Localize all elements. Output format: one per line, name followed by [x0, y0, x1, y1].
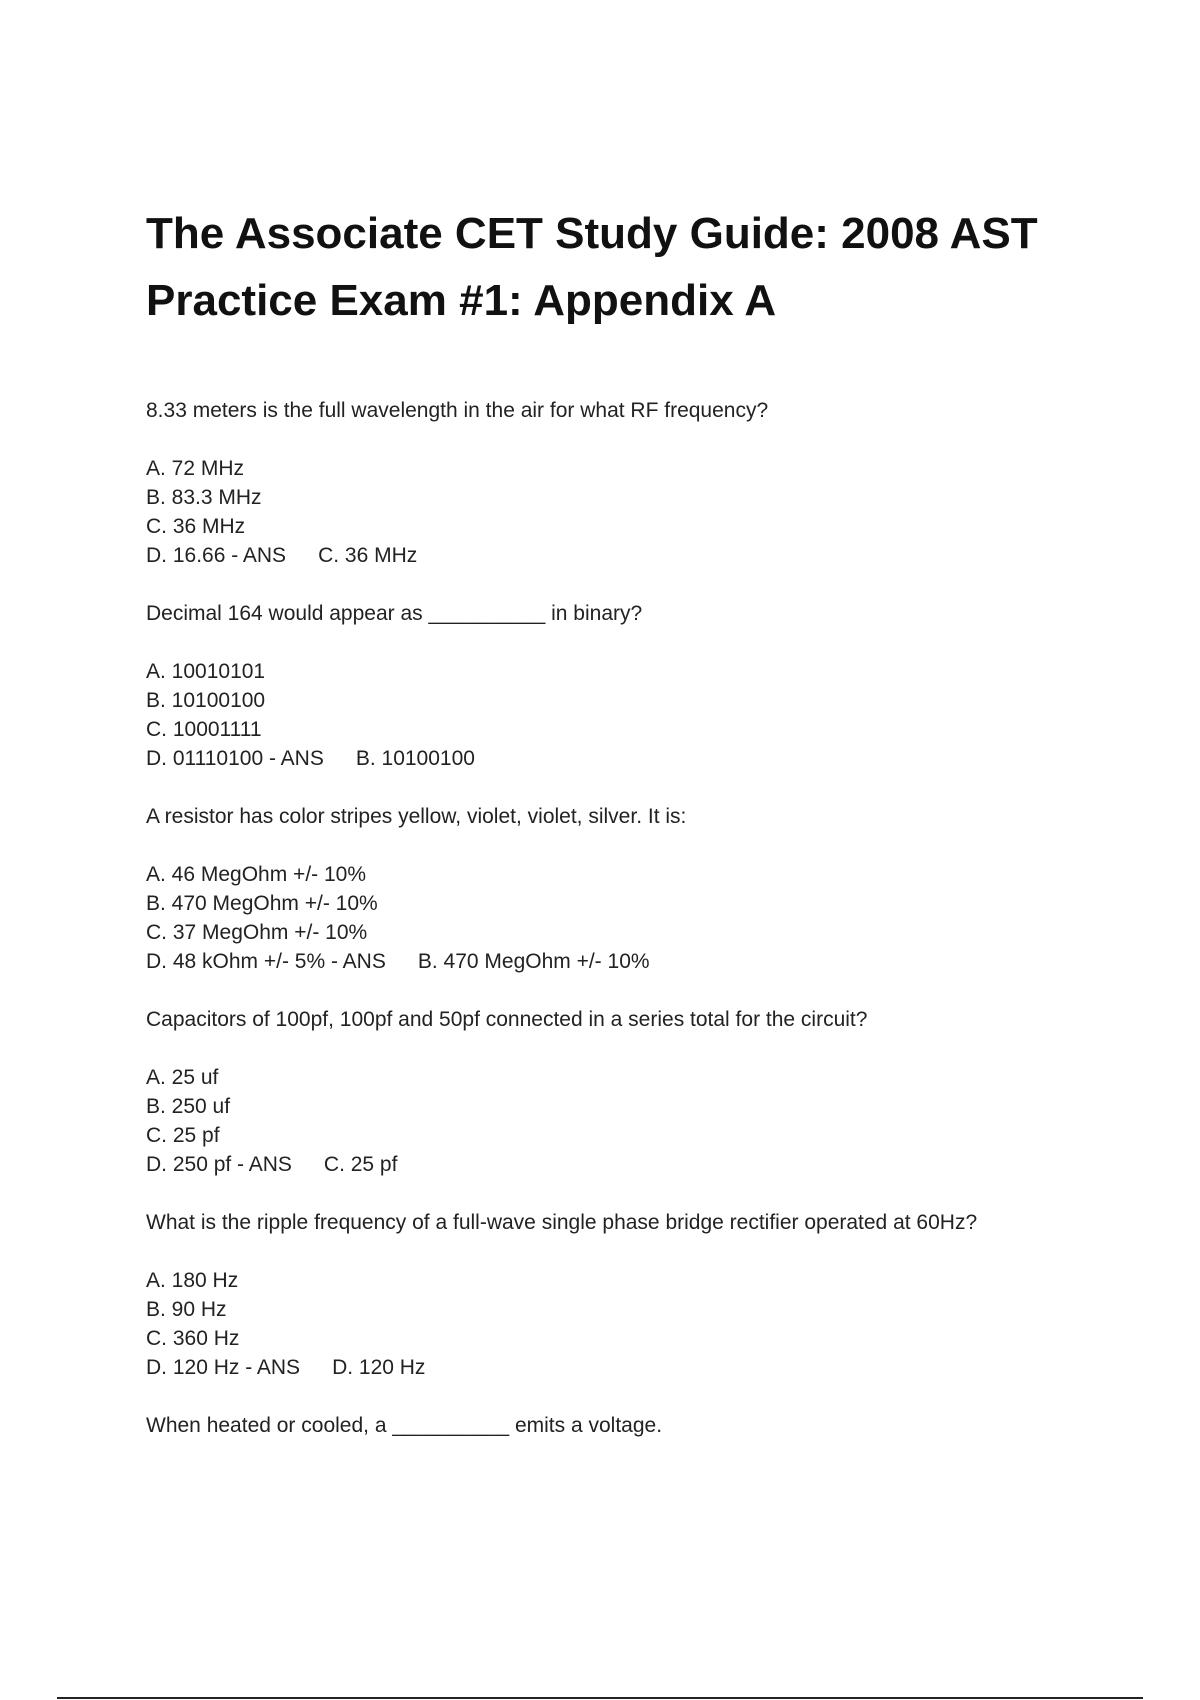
footer-divider — [57, 1697, 1143, 1699]
answer-text: C. 25 pf — [323, 1153, 398, 1176]
option-d-with-answer — [146, 1150, 1106, 1179]
options-list — [146, 1266, 1106, 1382]
options-list — [146, 860, 1106, 976]
option-b: B. 250 uf — [146, 1095, 231, 1118]
option-d-with-answer — [146, 947, 1106, 976]
option-d-with-answer — [146, 744, 1106, 773]
question-block — [146, 599, 1106, 802]
option-c: C. 10001111 — [146, 718, 262, 741]
question-block — [146, 802, 1106, 1005]
options-list — [146, 1063, 1106, 1179]
questions-list — [146, 396, 1106, 1440]
option-d: D. 48 kOhm +/- 5% - ANS — [146, 950, 386, 973]
answer-text: D. 120 Hz — [332, 1356, 426, 1379]
question-block — [146, 1005, 1106, 1208]
option-a: A. 46 MegOhm +/- 10% — [146, 863, 367, 886]
option-a: A. 25 uf — [146, 1066, 219, 1089]
options-list — [146, 454, 1106, 570]
option-d-with-answer — [146, 541, 1106, 570]
question-text: A resistor has color stripes yellow, violet, violet, silver. It is: — [146, 805, 687, 828]
option-c: C. 36 MHz — [146, 515, 246, 538]
option-d-with-answer — [146, 1353, 1106, 1382]
question-block — [146, 396, 1106, 599]
option-b: B. 90 Hz — [146, 1298, 227, 1321]
answer-text: B. 470 MegOhm +/- 10% — [417, 950, 650, 973]
answer-text: B. 10100100 — [355, 747, 475, 770]
option-d: D. 01110100 - ANS — [146, 747, 324, 770]
option-c: C. 360 Hz — [146, 1327, 240, 1350]
option-b: B. 470 MegOhm +/- 10% — [146, 892, 378, 915]
option-c: C. 37 MegOhm +/- 10% — [146, 921, 368, 944]
question-text: Capacitors of 100pf, 100pf and 50pf connected in a series total for the circuit? — [146, 1008, 868, 1031]
question-text: Decimal 164 would appear as __________ in binary? — [146, 602, 643, 625]
option-b: B. 10100100 — [146, 689, 266, 712]
option-b: B. 83.3 MHz — [146, 486, 262, 509]
option-a: A. 10010101 — [146, 660, 266, 683]
document-title: The Associate CET Study Guide: 2008 AST Practice Exam #1: Appendix A — [146, 209, 1038, 325]
question-text: What is the ripple frequency of a full-wave single phase bridge rectifier operated at 60Hz? — [146, 1211, 978, 1234]
option-d: D. 120 Hz - ANS — [146, 1356, 301, 1379]
option-d: D. 250 pf - ANS — [146, 1153, 292, 1176]
answer-text: C. 36 MHz — [318, 544, 418, 567]
question-text: 8.33 meters is the full wavelength in the air for what RF frequency? — [146, 399, 769, 422]
option-d: D. 16.66 - ANS — [146, 544, 287, 567]
options-list — [146, 657, 1106, 773]
option-c: C. 25 pf — [146, 1124, 220, 1147]
option-a: A. 72 MHz — [146, 457, 245, 480]
question-text: When heated or cooled, a __________ emits a voltage. — [146, 1414, 663, 1437]
option-a: A. 180 Hz — [146, 1269, 239, 1292]
question-block — [146, 1411, 1106, 1440]
question-block — [146, 1208, 1106, 1411]
